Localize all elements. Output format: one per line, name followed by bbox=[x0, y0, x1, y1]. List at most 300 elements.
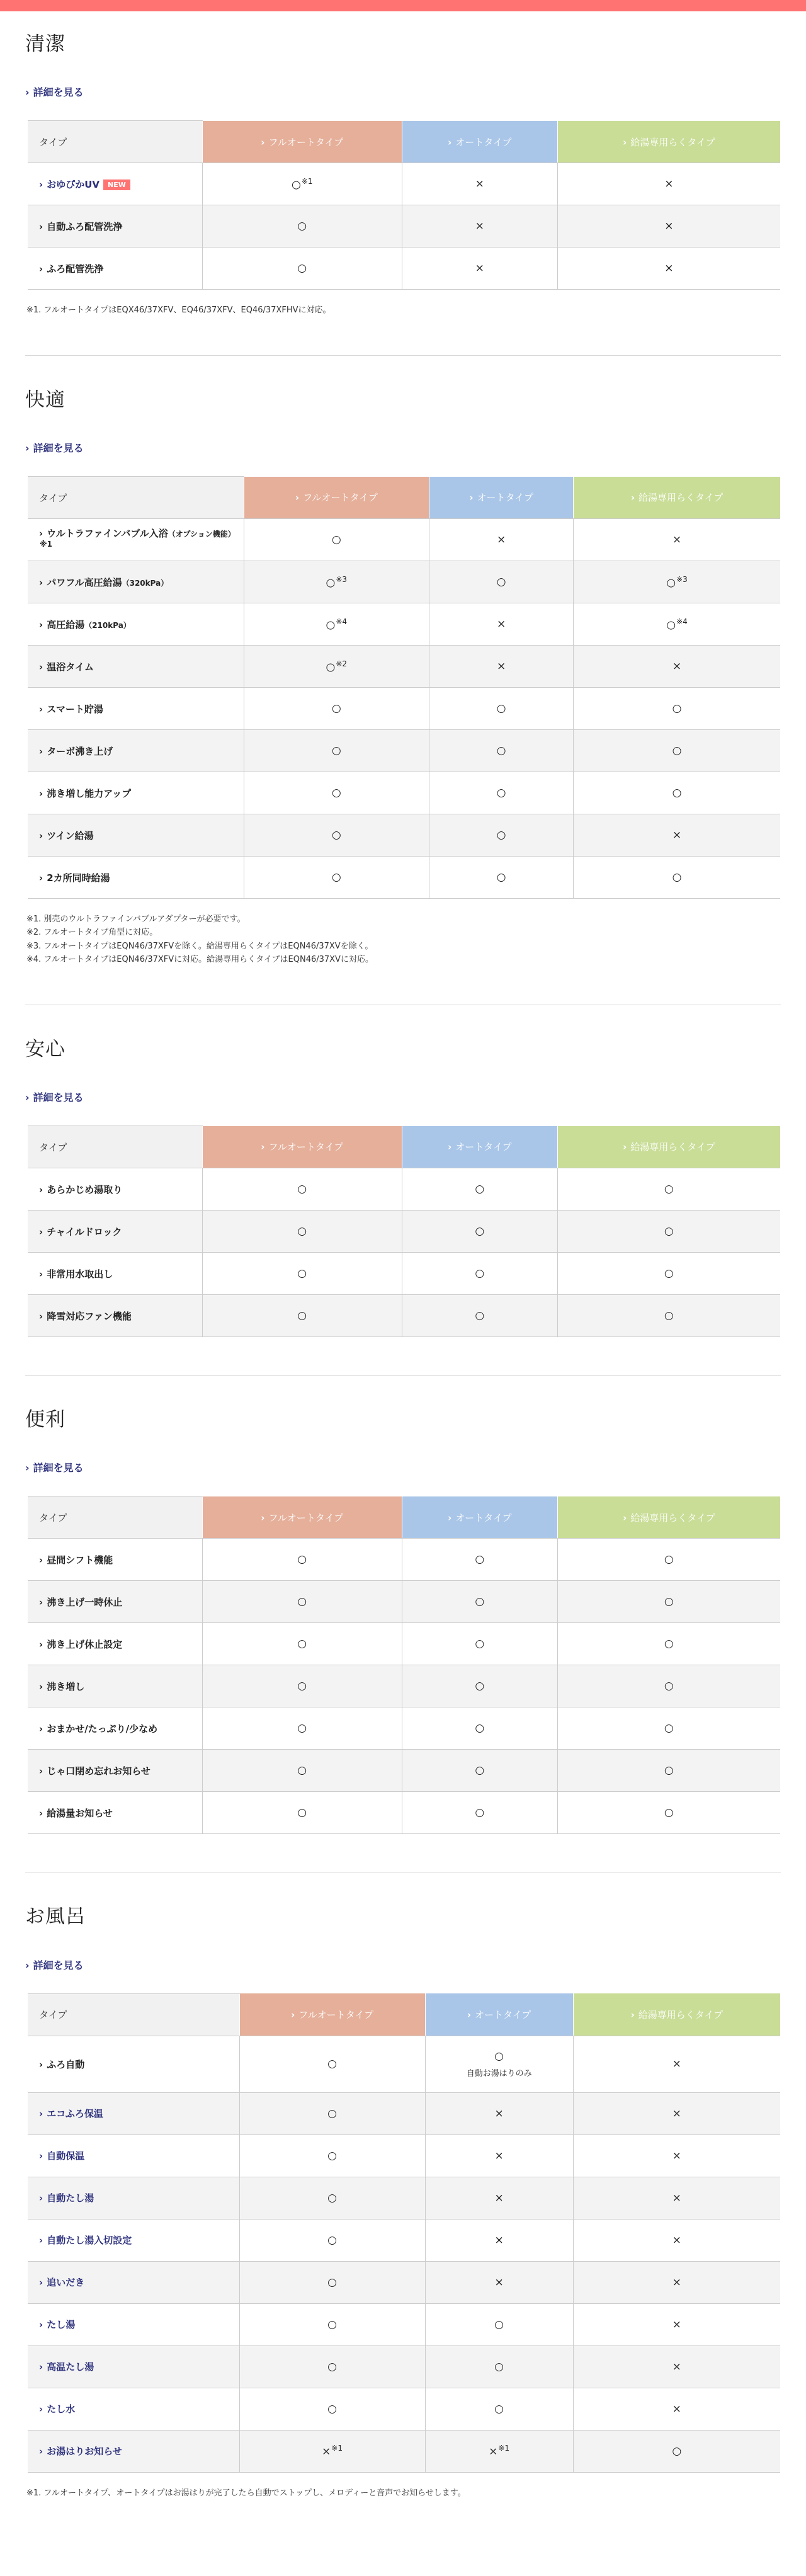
available-mark: ○ bbox=[331, 829, 341, 842]
feature-name-suffix: （210kPa） bbox=[84, 620, 131, 630]
availability-cell bbox=[429, 730, 574, 772]
chevron-right-icon: › bbox=[623, 1512, 627, 1524]
availability-cell bbox=[425, 2261, 573, 2303]
table-header-row bbox=[28, 1993, 780, 2036]
detail-link[interactable] bbox=[25, 440, 84, 455]
feature-section bbox=[25, 1376, 781, 1872]
feature-name: エコふろ保温 bbox=[47, 2108, 103, 2120]
feature-name-cell bbox=[28, 814, 244, 857]
footnotes bbox=[26, 2487, 781, 2500]
feature-name-cell bbox=[28, 688, 244, 730]
header-kyuto-raku-type[interactable] bbox=[573, 1993, 780, 2036]
feature-name-cell bbox=[28, 772, 244, 814]
availability-cell bbox=[202, 1623, 402, 1665]
comparison-table bbox=[28, 1993, 780, 2473]
type-column-header: タイプ bbox=[28, 1126, 202, 1168]
table-row bbox=[28, 1707, 780, 1750]
available-mark: ○ bbox=[494, 2318, 504, 2331]
header-kyuto-raku-type[interactable] bbox=[574, 477, 780, 519]
available-mark: ○ bbox=[297, 1722, 307, 1735]
availability-cell bbox=[573, 2134, 780, 2177]
available-mark: ○ bbox=[496, 744, 506, 758]
feature-name: ウルトラファインバブル入浴 bbox=[47, 528, 168, 540]
available-mark: ○ bbox=[327, 2402, 337, 2415]
section-title: 快適 bbox=[25, 388, 65, 411]
chevron-right-icon: › bbox=[25, 442, 30, 455]
availability-cell bbox=[429, 688, 574, 730]
chevron-right-icon: › bbox=[25, 1091, 30, 1104]
feature-name-cell bbox=[28, 1168, 202, 1211]
header-kyuto-raku-type[interactable] bbox=[557, 121, 780, 163]
available-mark: ○ bbox=[664, 1806, 674, 1820]
feature-name: 昼間シフト機能 bbox=[47, 1554, 113, 1566]
available-mark: ○ bbox=[297, 1595, 307, 1609]
table-row bbox=[28, 1253, 780, 1295]
comparison-table bbox=[28, 1126, 780, 1337]
availability-cell bbox=[402, 1253, 557, 1295]
availability-cell bbox=[429, 561, 574, 603]
chevron-right-icon: › bbox=[25, 1959, 30, 1971]
feature-name: ツイン給湯 bbox=[47, 829, 94, 841]
availability-cell bbox=[425, 2303, 573, 2345]
header-full-auto-type[interactable] bbox=[239, 1993, 425, 2036]
feature-name-cell bbox=[28, 2036, 239, 2092]
feature-name: 沸き上げ休止設定 bbox=[47, 1638, 123, 1650]
section-title: 安心 bbox=[25, 1037, 65, 1061]
table-row bbox=[28, 1211, 780, 1253]
table-row bbox=[28, 248, 780, 290]
available-mark: ○ bbox=[664, 1183, 674, 1196]
comparison-table bbox=[28, 120, 780, 290]
chevron-right-icon: › bbox=[39, 2108, 43, 2120]
top-accent-bar bbox=[0, 0, 806, 11]
header-full-auto-type[interactable] bbox=[202, 1496, 402, 1539]
column-header-label: フルオートタイプ bbox=[268, 136, 344, 148]
feature-name: ふろ配管洗浄 bbox=[47, 263, 104, 275]
column-header-label: フルオートタイプ bbox=[268, 1141, 344, 1153]
unavailable-mark: × bbox=[672, 533, 682, 547]
availability-cell bbox=[402, 1295, 557, 1337]
availability-cell bbox=[574, 561, 780, 603]
availability-cell bbox=[557, 1750, 780, 1792]
feature-name-cell bbox=[28, 646, 244, 688]
column-header-label: 給湯専用らくタイプ bbox=[630, 1141, 715, 1153]
chevron-right-icon: › bbox=[39, 829, 43, 841]
availability-cell bbox=[202, 1295, 402, 1337]
chevron-right-icon: › bbox=[39, 1807, 43, 1819]
detail-link-label: 詳細を見る bbox=[33, 1462, 84, 1474]
available-mark: ○ bbox=[664, 1309, 674, 1323]
available-mark: ○ bbox=[331, 702, 341, 715]
chevron-right-icon: › bbox=[39, 872, 43, 884]
table-row bbox=[28, 1168, 780, 1211]
feature-name-cell[interactable] bbox=[28, 2177, 239, 2219]
feature-name-suffix: （320kPa） bbox=[122, 578, 169, 588]
available-mark: ○ bbox=[331, 744, 341, 758]
header-full-auto-type[interactable] bbox=[202, 1126, 402, 1168]
feature-name-cell bbox=[28, 1750, 202, 1792]
column-header-label: オートタイプ bbox=[475, 2009, 531, 2020]
unavailable-mark: × bbox=[475, 178, 484, 191]
table-header-row bbox=[28, 121, 780, 163]
available-mark: ○ bbox=[496, 576, 506, 589]
table-row bbox=[28, 561, 780, 603]
table-row bbox=[28, 2303, 780, 2345]
chevron-right-icon: › bbox=[39, 1638, 43, 1650]
table-row bbox=[28, 772, 780, 814]
available-mark: ○ bbox=[664, 1638, 674, 1651]
available-mark: ○ bbox=[297, 1267, 307, 1280]
availability-cell bbox=[244, 561, 429, 603]
available-mark: ○ bbox=[327, 2276, 337, 2289]
column-header-label: 給湯専用らくタイプ bbox=[639, 492, 724, 504]
chevron-right-icon: › bbox=[469, 492, 474, 504]
availability-cell bbox=[239, 2134, 425, 2177]
table-row bbox=[28, 688, 780, 730]
availability-cell bbox=[574, 730, 780, 772]
chevron-right-icon: › bbox=[467, 2009, 472, 2020]
feature-name: たし水 bbox=[47, 2403, 76, 2415]
table-header-row bbox=[28, 1126, 780, 1168]
availability-cell bbox=[402, 1750, 557, 1792]
availability-cell bbox=[402, 1168, 557, 1211]
availability-cell bbox=[425, 2177, 573, 2219]
availability-cell bbox=[202, 1253, 402, 1295]
availability-cell bbox=[244, 603, 429, 646]
availability-cell bbox=[429, 814, 574, 857]
feature-name: 自動たし湯 bbox=[47, 2192, 94, 2204]
availability-cell bbox=[557, 248, 780, 290]
column-header-label: 給湯専用らくタイプ bbox=[630, 1512, 715, 1524]
feature-name: おゆぴかUV bbox=[47, 178, 99, 190]
unavailable-mark: × bbox=[672, 2107, 681, 2120]
chevron-right-icon: › bbox=[39, 1310, 43, 1322]
header-auto-type[interactable] bbox=[402, 1126, 557, 1168]
unavailable-mark: × bbox=[672, 2360, 681, 2373]
column-header-label: フルオートタイプ bbox=[298, 2009, 373, 2020]
header-auto-type[interactable] bbox=[429, 477, 574, 519]
availability-cell bbox=[557, 1253, 780, 1295]
available-mark: ○ bbox=[327, 2058, 337, 2071]
chevron-right-icon: › bbox=[623, 136, 627, 148]
chevron-right-icon: › bbox=[39, 528, 43, 540]
chevron-right-icon: › bbox=[630, 492, 635, 504]
chevron-right-icon: › bbox=[39, 1680, 43, 1692]
column-header-label: フルオートタイプ bbox=[303, 492, 378, 504]
availability-cell bbox=[239, 2303, 425, 2345]
footnote-mark: ※2 bbox=[336, 659, 348, 668]
header-auto-type[interactable] bbox=[425, 1993, 573, 2036]
availability-cell bbox=[244, 730, 429, 772]
availability-cell bbox=[244, 772, 429, 814]
header-auto-type[interactable] bbox=[402, 1496, 557, 1539]
chevron-right-icon: › bbox=[295, 492, 300, 504]
section-title: お風呂 bbox=[25, 1905, 86, 1929]
availability-cell bbox=[202, 1665, 402, 1707]
table-row bbox=[28, 1665, 780, 1707]
chevron-right-icon: › bbox=[39, 2150, 43, 2162]
new-badge: NEW bbox=[103, 180, 130, 190]
availability-cell bbox=[202, 1168, 402, 1211]
feature-section bbox=[25, 11, 781, 356]
available-mark: ○ bbox=[672, 2444, 682, 2458]
header-auto-type[interactable] bbox=[402, 121, 557, 163]
available-mark: ○ bbox=[331, 871, 341, 884]
available-mark: ○ bbox=[475, 1680, 485, 1693]
unavailable-mark: × bbox=[494, 2191, 504, 2204]
available-mark: ○ bbox=[664, 1764, 674, 1777]
table-row bbox=[28, 1792, 780, 1834]
available-mark: ○ bbox=[664, 1553, 674, 1566]
availability-cell bbox=[573, 2345, 780, 2388]
availability-cell bbox=[202, 163, 402, 205]
available-mark: ○ bbox=[496, 787, 506, 800]
detail-link-label: 詳細を見る bbox=[33, 442, 84, 455]
detail-link[interactable] bbox=[25, 84, 84, 99]
unavailable-mark: × bbox=[664, 220, 674, 233]
chevron-right-icon: › bbox=[39, 787, 43, 799]
feature-name: あらかじめ湯取り bbox=[47, 1183, 123, 1195]
feature-name: 高温たし湯 bbox=[47, 2361, 94, 2373]
table-header-row bbox=[28, 477, 780, 519]
availability-cell bbox=[557, 1539, 780, 1581]
available-mark: ○ bbox=[326, 661, 336, 674]
unavailable-mark: × bbox=[672, 2318, 681, 2331]
availability-cell bbox=[573, 2036, 780, 2092]
chevron-right-icon: › bbox=[39, 2319, 43, 2331]
feature-name: 沸き増し能力アップ bbox=[47, 787, 132, 799]
feature-name-cell bbox=[28, 205, 202, 248]
feature-name: お湯はりお知らせ bbox=[47, 2446, 122, 2458]
available-mark: ○ bbox=[664, 1267, 674, 1280]
availability-cell bbox=[557, 1211, 780, 1253]
unavailable-mark: × bbox=[672, 2276, 681, 2289]
availability-cell bbox=[239, 2219, 425, 2261]
feature-name-cell[interactable] bbox=[28, 2134, 239, 2177]
availability-cell bbox=[574, 857, 780, 899]
available-mark: ○ bbox=[475, 1183, 485, 1196]
availability-cell bbox=[202, 205, 402, 248]
feature-name-cell[interactable] bbox=[28, 163, 202, 205]
feature-name-cell bbox=[28, 730, 244, 772]
availability-cell bbox=[574, 646, 780, 688]
unavailable-mark: × bbox=[672, 829, 682, 842]
available-mark: ○ bbox=[327, 2191, 337, 2204]
footnote: ※1. フルオートタイプ、オートタイプはお湯はりが完了したら自動でストップし、メロディーと音声でお知らせします。 bbox=[26, 2488, 466, 2498]
table-row bbox=[28, 1750, 780, 1792]
available-mark: ○ bbox=[327, 2318, 337, 2331]
chevron-right-icon: › bbox=[39, 703, 43, 715]
footnote-mark: ※4 bbox=[336, 617, 348, 626]
availability-cell bbox=[573, 2177, 780, 2219]
availability-cell bbox=[239, 2430, 425, 2472]
table-row bbox=[28, 163, 780, 205]
cell-note: 自動お湯はりのみ bbox=[466, 2068, 532, 2078]
available-mark: ○ bbox=[297, 1638, 307, 1651]
chevron-right-icon: › bbox=[39, 576, 43, 588]
feature-name-cell[interactable] bbox=[28, 2430, 239, 2472]
detail-link-label: 詳細を見る bbox=[33, 86, 84, 99]
available-mark: ○ bbox=[496, 829, 506, 842]
availability-cell bbox=[573, 2092, 780, 2134]
detail-link-label: 詳細を見る bbox=[33, 1091, 84, 1104]
unavailable-mark: × bbox=[672, 2233, 681, 2247]
available-mark: ○ bbox=[666, 618, 676, 632]
available-mark: ○ bbox=[297, 1309, 307, 1323]
feature-name: 給湯量お知らせ bbox=[47, 1807, 113, 1819]
comparison-table bbox=[28, 476, 780, 899]
availability-cell bbox=[429, 646, 574, 688]
footnote: ※1. フルオートタイプはEQX46/37XFV、EQ46/37XFV、EQ46/37XFHVに対応。 bbox=[26, 305, 331, 316]
availability-cell bbox=[429, 857, 574, 899]
feature-name: 自動ふろ配管洗浄 bbox=[47, 220, 123, 232]
chevron-right-icon: › bbox=[39, 1765, 43, 1777]
chevron-right-icon: › bbox=[39, 745, 43, 757]
header-kyuto-raku-type[interactable] bbox=[557, 1496, 780, 1539]
availability-cell bbox=[239, 2388, 425, 2430]
feature-name-cell[interactable] bbox=[28, 2303, 239, 2345]
detail-link-label: 詳細を見る bbox=[33, 1959, 84, 1971]
footnote: ※3. フルオートタイプはEQN46/37XFVを除く。給湯専用らくタイプはEQN46/37XVを除く。 bbox=[26, 941, 373, 951]
availability-cell bbox=[425, 2092, 573, 2134]
chevron-right-icon: › bbox=[25, 86, 30, 99]
availability-cell bbox=[239, 2092, 425, 2134]
unavailable-mark: × bbox=[489, 2446, 498, 2458]
feature-name: 沸き増し bbox=[47, 1680, 85, 1692]
table-row bbox=[28, 2092, 780, 2134]
availability-cell bbox=[202, 1581, 402, 1623]
chevron-right-icon: › bbox=[39, 2361, 43, 2373]
detail-link[interactable] bbox=[25, 1958, 84, 1972]
unavailable-mark: × bbox=[664, 262, 674, 275]
chevron-right-icon: › bbox=[39, 2277, 43, 2289]
available-mark: ○ bbox=[672, 787, 682, 800]
available-mark: ○ bbox=[475, 1225, 485, 1238]
table-row bbox=[28, 2261, 780, 2303]
feature-name: 降雪対応ファン機能 bbox=[47, 1310, 132, 1322]
chevron-right-icon: › bbox=[39, 618, 43, 630]
chevron-right-icon: › bbox=[39, 263, 43, 275]
availability-cell bbox=[573, 2261, 780, 2303]
section-title: 清潔 bbox=[25, 33, 65, 55]
feature-name: たし湯 bbox=[47, 2319, 76, 2331]
availability-cell bbox=[402, 1665, 557, 1707]
availability-cell bbox=[425, 2036, 573, 2092]
unavailable-mark: × bbox=[672, 660, 682, 673]
feature-name: おまかせ/たっぷり/少なめ bbox=[47, 1723, 158, 1735]
table-row bbox=[28, 603, 780, 646]
unavailable-mark: × bbox=[494, 2276, 504, 2289]
feature-name-cell[interactable] bbox=[28, 2219, 239, 2261]
detail-link[interactable] bbox=[25, 1460, 84, 1474]
availability-cell bbox=[557, 205, 780, 248]
feature-name: 追いだき bbox=[47, 2277, 85, 2289]
footnote: ※4. フルオートタイプはEQN46/37XFVに対応。給湯専用らくタイプはEQN46/37XVに対応。 bbox=[26, 955, 373, 965]
availability-cell bbox=[402, 1211, 557, 1253]
feature-name-cell[interactable] bbox=[28, 2092, 239, 2134]
available-mark: ○ bbox=[664, 1595, 674, 1609]
chevron-right-icon: › bbox=[39, 1226, 43, 1238]
available-mark: ○ bbox=[494, 2049, 504, 2063]
available-mark: ○ bbox=[291, 178, 301, 191]
unavailable-mark: × bbox=[672, 2402, 681, 2415]
feature-name: 自動保温 bbox=[47, 2150, 85, 2162]
chevron-right-icon: › bbox=[39, 2446, 43, 2458]
availability-cell bbox=[402, 163, 557, 205]
available-mark: ○ bbox=[494, 2402, 504, 2415]
chevron-right-icon: › bbox=[39, 178, 43, 190]
feature-name: チャイルドロック bbox=[47, 1226, 122, 1238]
availability-cell bbox=[429, 519, 574, 561]
chevron-right-icon: › bbox=[39, 1268, 43, 1280]
table-row bbox=[28, 646, 780, 688]
header-kyuto-raku-type[interactable] bbox=[557, 1126, 780, 1168]
chevron-right-icon: › bbox=[630, 2009, 635, 2020]
chevron-right-icon: › bbox=[25, 1462, 30, 1474]
available-mark: ○ bbox=[331, 787, 341, 800]
feature-name: ふろ自動 bbox=[47, 2058, 85, 2070]
column-header-label: フルオートタイプ bbox=[268, 1512, 344, 1524]
feature-name-cell[interactable] bbox=[28, 2345, 239, 2388]
footnotes bbox=[26, 304, 781, 317]
footnote-mark: ※4 bbox=[676, 617, 688, 626]
availability-cell bbox=[557, 1295, 780, 1337]
feature-name-cell[interactable] bbox=[28, 2261, 239, 2303]
table-row bbox=[28, 2345, 780, 2388]
available-mark: ○ bbox=[297, 1553, 307, 1566]
chevron-right-icon: › bbox=[39, 1554, 43, 1566]
column-header-label: オートタイプ bbox=[455, 1512, 512, 1524]
availability-cell bbox=[573, 2303, 780, 2345]
available-mark: ○ bbox=[297, 262, 307, 275]
availability-cell bbox=[557, 1581, 780, 1623]
availability-cell bbox=[425, 2388, 573, 2430]
availability-cell bbox=[402, 1707, 557, 1750]
chevron-right-icon: › bbox=[448, 1512, 452, 1524]
availability-cell bbox=[574, 814, 780, 857]
availability-cell bbox=[557, 1665, 780, 1707]
available-mark: ○ bbox=[475, 1764, 485, 1777]
available-mark: ○ bbox=[475, 1553, 485, 1566]
chevron-right-icon: › bbox=[448, 136, 452, 148]
feature-name-cell bbox=[28, 248, 202, 290]
feature-name: じゃ口閉め忘れお知らせ bbox=[47, 1765, 150, 1777]
available-mark: ○ bbox=[297, 220, 307, 233]
feature-name: 2カ所同時給湯 bbox=[47, 872, 110, 884]
table-row bbox=[28, 2430, 780, 2472]
feature-name-cell[interactable] bbox=[28, 2388, 239, 2430]
unavailable-mark: × bbox=[494, 2233, 504, 2247]
feature-name: スマート貯湯 bbox=[47, 703, 103, 715]
chevron-right-icon: › bbox=[261, 136, 265, 148]
header-full-auto-type[interactable] bbox=[202, 121, 402, 163]
availability-cell bbox=[402, 1623, 557, 1665]
availability-cell bbox=[244, 688, 429, 730]
unavailable-mark: × bbox=[496, 533, 506, 547]
feature-name-cell bbox=[28, 519, 244, 561]
unavailable-mark: × bbox=[475, 262, 484, 275]
availability-cell bbox=[402, 248, 557, 290]
detail-link[interactable] bbox=[25, 1090, 84, 1104]
chevron-right-icon: › bbox=[623, 1141, 627, 1153]
available-mark: ○ bbox=[327, 2360, 337, 2373]
availability-cell bbox=[574, 772, 780, 814]
feature-name: ターボ沸き上げ bbox=[47, 745, 113, 757]
footnote-mark: ※1 bbox=[498, 2444, 510, 2453]
unavailable-mark: × bbox=[664, 178, 674, 191]
availability-cell bbox=[425, 2219, 573, 2261]
header-full-auto-type[interactable] bbox=[244, 477, 429, 519]
